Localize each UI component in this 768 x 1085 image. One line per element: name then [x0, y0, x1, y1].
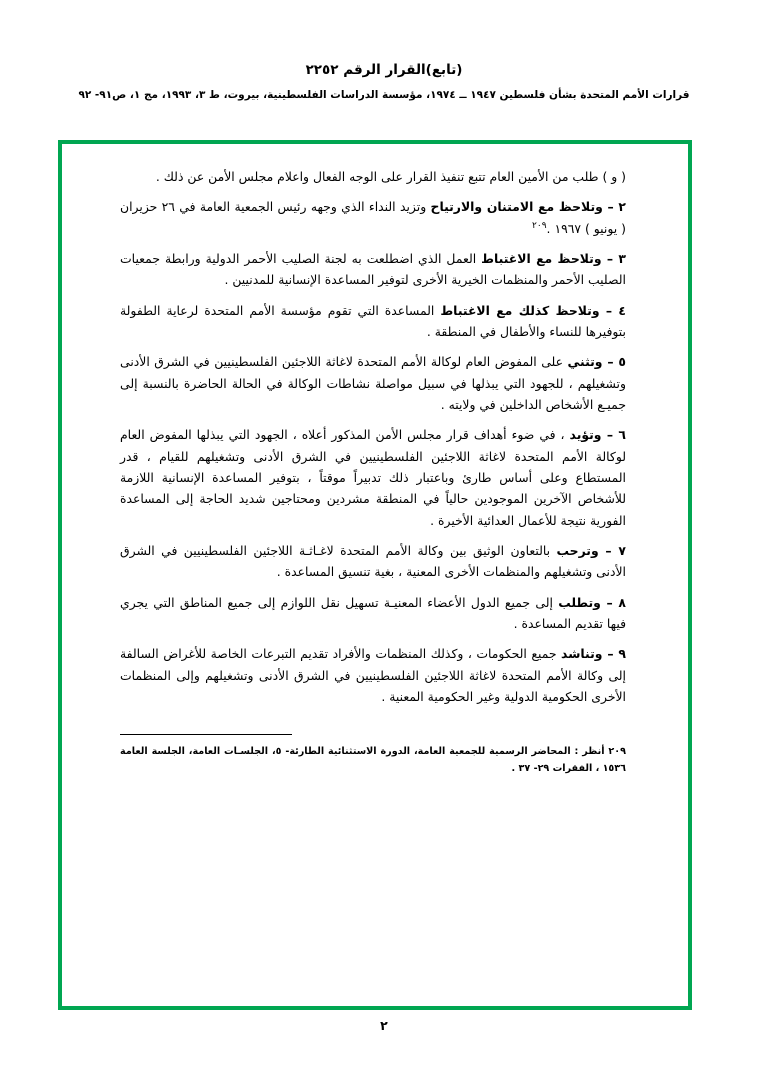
footnote-divider: [120, 734, 292, 735]
paragraph-waw-text: ( و ) طلب من الأمين العام تتبع تنفيذ القرار على الوجه الفعال واعلام مجلس الأمن عن ذلك .: [155, 169, 626, 184]
paragraph-6: [120, 424, 626, 531]
paragraph-4-text: المساعدة التي تقوم مؤسسة الأمم المتحدة لرعاية الطفولة بتوفيرها للنساء والأطفال في المنطقة .: [120, 302, 626, 339]
paragraph-5: [120, 351, 626, 415]
paragraph-8-lead: ٨ – وتطلب: [558, 594, 626, 610]
paragraph-8: [120, 592, 626, 635]
page-title: (تابع)القرار الرقم ٢٢٥٢: [305, 62, 463, 78]
paragraph-2-text: وتزيد النداء الذي وجهه رئيس الجمعية العامة في ٢٦ حزيران ( يونيو ) ١٩٦٧ .: [120, 199, 626, 236]
paragraph-3-lead: ٣ – وتلاحظ مع الاغتباط: [481, 250, 626, 266]
footnote-209: ٢٠٩ أنظر : المحاضر الرسمية للجمعية العامة، الدورة الاستثنائية الطارئة- ٥، الجلسـات العامة، الجلسة العامة ١٥٣٦ ، الفقرات ٢٩- ٣٧ .: [120, 745, 626, 775]
content-frame: [58, 140, 692, 1010]
paragraph-6-text: ، في ضوء أهداف قرار مجلس الأمن المذكور أعلاه ، الجهود التي يبذلها المفوض العام لوكالة الأمم المتحدة لاغاثة اللاجئين الفلسطينيين في الشرق الأدنى وتشغيلهم للقيام ، قدر المستطاع وعلى أساس طارئ وباعتبار ذلك تدبيراً موقتاً ، بتوفير المساعدة الإنسانية اللازمة للأشخاص الآخرين الموجودين حالياً في المنطقة مشردين ومحتاجين شديد الحاجة إلى المساعدة الفورية نتيجة للأعمال العدائية الأخيرة .: [120, 427, 626, 528]
paragraph-4: [120, 300, 626, 343]
paragraph-6-lead: ٦ – وتؤيد: [569, 427, 626, 443]
paragraph-2-lead: ٢ – وتلاحظ مع الامتنان والارتياح: [430, 199, 626, 215]
paragraph-5-text: على المفوض العام لوكالة الأمم المتحدة لاغاثة اللاجئين الفلسطينيين في الشرق الأدنى وتشغيلهم ، للجهود التي يبذلها في سبيل مواصلة نشاطات الوكالة في الحالة الحاضرة بالنسبة إلى جميـع الأشخاص الداخلين في ولايته .: [120, 354, 626, 412]
paragraph-8-text: إلى جميع الدول الأعضاء المعنيـة تسهيل نقل اللوازم إلى جميع المناطق التي يجري فيها تقديم المساعدة .: [120, 594, 626, 631]
document-header: [0, 62, 768, 102]
source-citation: قرارات الأمم المتحدة بشأن فلسطين ١٩٤٧ ــ ١٩٧٤، مؤسسة الدراسات الفلسطينية، بيروت، ط ٣، ١٩٩٣، مج ١، ص٩١- ٩٢: [78, 88, 690, 101]
paragraph-7: [120, 540, 626, 583]
footnote-marker-209: ٢٠٩: [532, 220, 547, 231]
paragraph-3: [120, 248, 626, 291]
paragraph-5-lead: ٥ – وتثني: [567, 354, 626, 370]
paragraph-9-lead: ٩ – وتناشد: [561, 646, 626, 662]
body-text: [120, 166, 626, 778]
page-number: ٢: [380, 1018, 388, 1033]
paragraph-9: [120, 643, 626, 707]
paragraph-4-lead: ٤ – وتلاحظ كذلك مع الاغتباط: [440, 302, 626, 318]
paragraph-9-text: جميع الحكومات ، وكذلك المنظمات والأفراد تقديم التبرعات الخاصة للأغراض السالفة إلى وكالة الأمم المتحدة لاغاثة اللاجئين الفلسطينيين في الشرق الأدنى وتشغيلهم وإلى المنظمات الأخرى الحكومية الدولية وغير الحكومية المعنية .: [120, 646, 626, 704]
paragraph-2: [120, 196, 626, 239]
paragraph-3-text: العمل الذي اضطلعت به لجنة الصليب الأحمر الدولية ورابطة جمعيات الصليب الأحمر والمنظمات الخيرية الأخرى لتوفير المساعدة الإنسانية للمدنيين .: [120, 250, 626, 288]
paragraph-7-text: بالتعاون الوثيق بين وكالة الأمم المتحدة لاغـاثـة اللاجئين الفلسطينيين في الشرق الأدنى وتشغيلهم والمنظمات الأخرى المعنية ، بغية تنسيق المساعدة .: [120, 542, 626, 580]
paragraph-waw: [120, 166, 626, 187]
paragraph-7-lead: ٧ – وترحب: [556, 542, 626, 558]
